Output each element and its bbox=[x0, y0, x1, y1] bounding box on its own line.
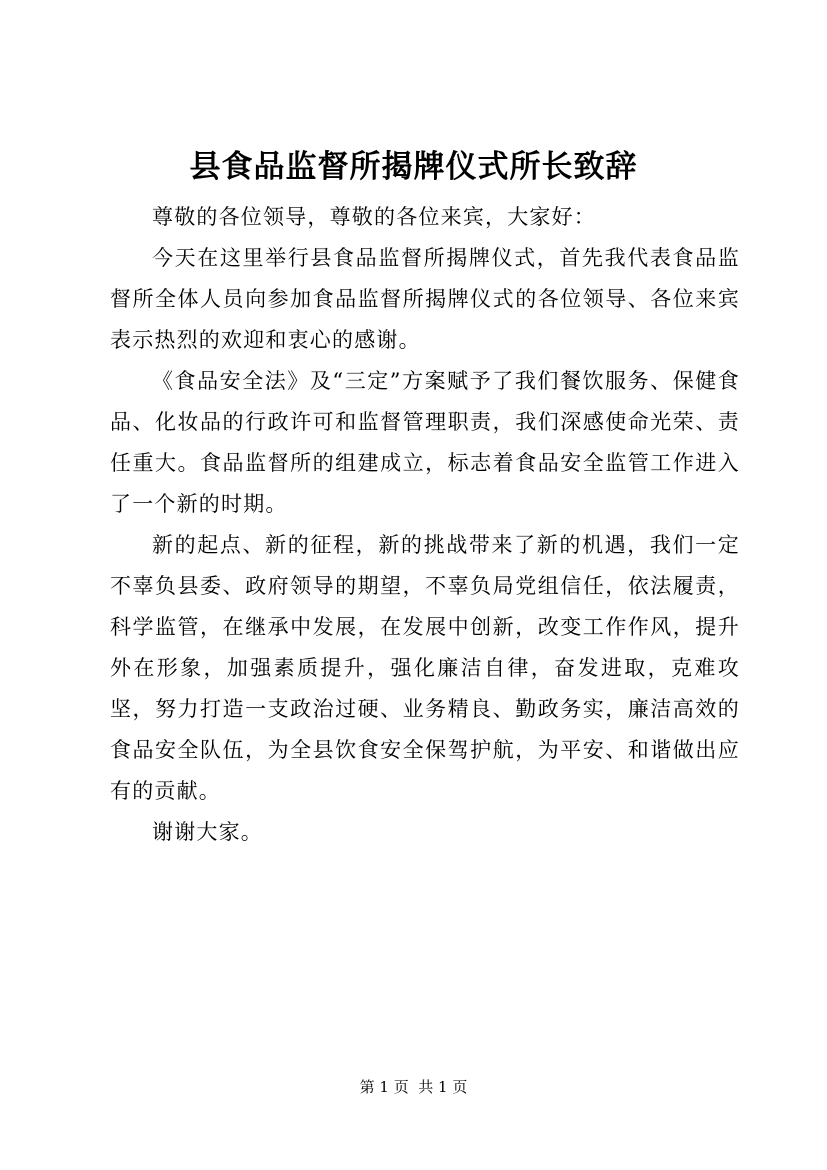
paragraph-welcome: 今天在这里举行县食品监督所揭牌仪式，首先我代表食品监督所全体人员向参加食品监督所揭牌仪式的各位领导、各位来宾表示热烈的欢迎和衷心的感谢。 bbox=[110, 246, 740, 352]
page-number: 第 1 页 共 1 页 bbox=[359, 1078, 468, 1096]
paragraph-responsibility: 《食品安全法》及“三定”方案赋予了我们餐饮服务、保健食品、化妆品的行政许可和监督管理职责，我们深感使命光荣、责任重大。食品监督所的组建成立，标志着食品安全监管工作进入了一个新的时期。 bbox=[110, 369, 740, 516]
document-title: 县食品监督所揭牌仪式所长致辞 bbox=[189, 149, 638, 185]
paragraph-commitment: 新的起点、新的征程，新的挑战带来了新的机遇，我们一定不辜负县委、政府领导的期望，不辜负局党组信任，依法履责，科学监管，在继承中发展，在发展中创新，改变工作作风，提升外在形象，加强素质提升，强化廉洁自律，奋发进取，克难攻坚，努力打造一支政治过硬、业务精良、勤政务实，廉洁高效的食品安全队伍，为全县饮食安全保驾护航，为平安、和谐做出应有的贡献。 bbox=[110, 533, 740, 803]
paragraph-greeting: 尊敬的各位领导，尊敬的各位来宾，大家好： bbox=[152, 205, 596, 229]
paragraph-closing: 谢谢大家。 bbox=[152, 820, 263, 844]
document-body bbox=[110, 197, 740, 853]
page-footer bbox=[0, 1077, 827, 1097]
